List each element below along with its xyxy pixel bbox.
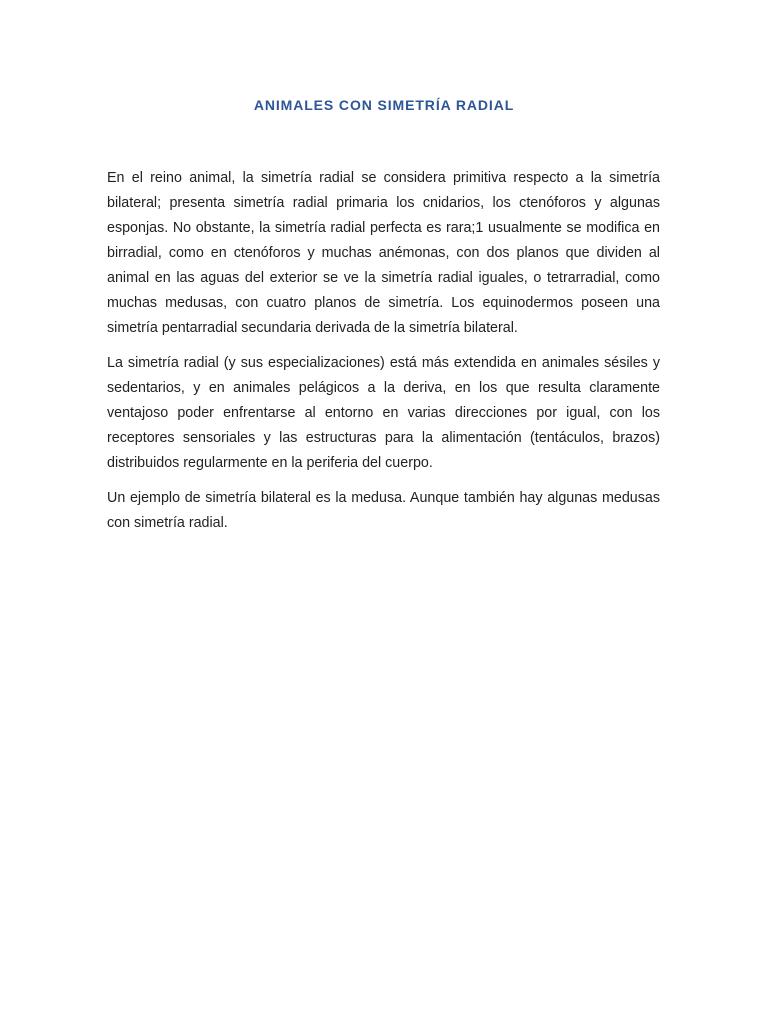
paragraph-3: Un ejemplo de simetría bilateral es la medusa. Aunque también hay algunas medusas con simetría radial. [107,490,660,531]
paragraph-1: En el reino animal, la simetría radial se considera primitiva respecto a la simetría bilateral; presenta simetría radial primaria los cnidarios, los ctenóforos y algunas esponjas. No obstante, la simetría radial perfecta es rara;1 usualmente se modifica en birradial, como en ctenóforos y muchas anémonas, con dos planos que dividen al animal en las aguas del exterior se ve la simetría radial iguales, o tetrarradial, como muchas medusas, con cuatro planos de simetría. Los equinodermos poseen una simetría pentarradial secundaria derivada de la simetría bilateral. [107,170,660,336]
document-title: ANIMALES CON SIMETRÍA RADIAL [253,97,515,113]
paragraph-2: La simetría radial (y sus especializaciones) está más extendida en animales sésiles y sedentarios, y en animales pelágicos a la deriva, en los que resulta claramente ventajoso poder enfrentarse al entorno en varias direcciones por igual, con los receptores sensoriales y las estructuras para la alimentación (tentáculos, brazos) distribuidos regularmente en la periferia del cuerpo. [107,355,660,471]
document-body [107,166,660,546]
